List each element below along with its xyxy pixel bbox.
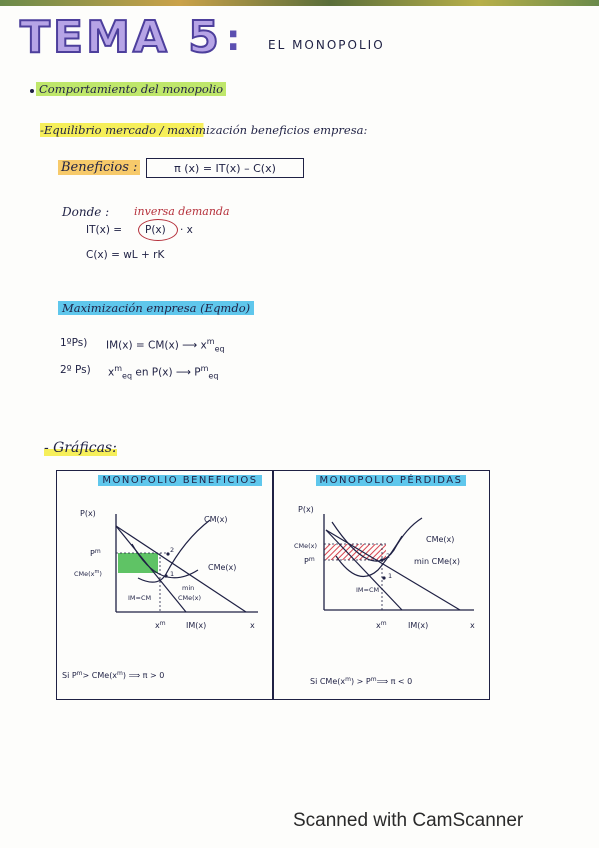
min-label: min bbox=[182, 584, 195, 592]
title-colon: : bbox=[226, 18, 241, 59]
page-title: TEMA 5 bbox=[20, 12, 222, 63]
section-maximizacion bbox=[58, 301, 254, 315]
step2-sub: eq bbox=[122, 371, 133, 381]
graph-right-header-text: MONOPOLIO PÉRDIDAS bbox=[316, 475, 467, 486]
im-line bbox=[326, 530, 402, 610]
x-axis-label: x bbox=[250, 621, 255, 630]
page-subtitle: EL MONOPOLIO bbox=[268, 38, 385, 52]
graph-right-header bbox=[306, 471, 476, 489]
graph-left bbox=[58, 492, 270, 692]
bullet-dot bbox=[30, 89, 34, 93]
point-1-label: 1 bbox=[388, 572, 393, 580]
section-equilibrio bbox=[40, 123, 367, 137]
inversa-demanda-note: inversa demanda bbox=[134, 205, 230, 218]
section-graficas-text: - Gráficas: bbox=[44, 440, 117, 456]
graph-left-header bbox=[96, 471, 264, 489]
point-1 bbox=[164, 574, 167, 577]
y-label: P(x) bbox=[298, 505, 314, 514]
section-graficas bbox=[44, 440, 117, 456]
left-caption: Si $P^m> CMe(x^m)$ ⟹ π > 0 bbox=[62, 670, 165, 680]
cme-label: CMe(x) bbox=[208, 563, 237, 572]
min-cme-label: CMe(x) bbox=[178, 594, 202, 602]
step1-sup: m bbox=[206, 337, 215, 346]
step2-middle: en P(x) ⟶ P bbox=[135, 366, 201, 379]
right-caption: Si $CMe(x^m)$ > $P^m⟹$ π < 0 bbox=[310, 676, 413, 686]
section-maximizacion-text: Maximización empresa (Eqmdo) bbox=[58, 301, 254, 315]
im-label: IM(x) bbox=[408, 621, 429, 630]
scanner-watermark: Scanned with CamScanner bbox=[293, 810, 524, 831]
step2-x: x bbox=[108, 366, 115, 379]
graph-right bbox=[274, 492, 486, 692]
im-label: IM(x) bbox=[186, 621, 207, 630]
cme-axis-label: CMe(x) bbox=[294, 542, 318, 550]
cme-label: CMe(x) bbox=[426, 535, 455, 544]
top-photo-strip bbox=[0, 0, 599, 6]
beneficios-label bbox=[58, 160, 140, 175]
point-2-label: 2 bbox=[386, 552, 391, 560]
step1-formula bbox=[106, 337, 225, 354]
cme-xm-label: $CMe(x^m)$ bbox=[74, 569, 102, 578]
step2-label: 2º Ps) bbox=[60, 364, 91, 376]
section-equilibrio-text: -Equilibrio mercado / maximización beneficios empresa: bbox=[40, 123, 368, 137]
step2-formula bbox=[108, 364, 218, 381]
beneficios-formula: π (x) = IT(x) – C(x) bbox=[146, 158, 304, 178]
step2-sub2: eq bbox=[208, 371, 219, 381]
point-1 bbox=[382, 576, 385, 579]
point-2-label: 2 bbox=[170, 546, 175, 554]
step1-label: 1ºPs) bbox=[60, 337, 88, 349]
loss-area bbox=[324, 544, 386, 560]
donde-label: Donde : bbox=[62, 205, 110, 219]
step1-sub: eq bbox=[214, 344, 225, 354]
step1-formula-text: IM(x) = CM(x) ⟶ x bbox=[106, 339, 207, 352]
beneficios-label-text: Beneficios : bbox=[58, 160, 140, 175]
section-comportamiento bbox=[36, 82, 226, 96]
section-comportamiento-text: Comportamiento del monopolio bbox=[36, 82, 226, 96]
cost-formula: C(x) = wL + rK bbox=[86, 249, 165, 261]
step2-sup2: m bbox=[200, 364, 209, 373]
min-cme-label: min CMe(x) bbox=[414, 557, 461, 566]
point-1-label: 1 bbox=[170, 570, 175, 578]
step2-sup: m bbox=[114, 364, 123, 373]
it-right: · x bbox=[180, 224, 193, 236]
pm-label: $P^m$ bbox=[90, 548, 101, 558]
x-axis-label: x bbox=[470, 621, 475, 630]
it-price: P(x) bbox=[145, 224, 166, 236]
pm-label: $P^m$ bbox=[304, 556, 315, 566]
it-left: IT(x) = bbox=[86, 224, 123, 236]
point-2 bbox=[380, 558, 383, 561]
xm-label: $x^m$ bbox=[155, 620, 166, 630]
y-label: P(x) bbox=[80, 509, 96, 518]
xm-label: $x^m$ bbox=[376, 620, 387, 630]
im-cm-label: IM=CM bbox=[356, 586, 380, 594]
graph-left-header-text: MONOPOLIO BENEFICIOS bbox=[98, 475, 261, 486]
cm-label: CM(x) bbox=[204, 515, 228, 524]
im-cm-label: IM=CM bbox=[128, 594, 152, 602]
